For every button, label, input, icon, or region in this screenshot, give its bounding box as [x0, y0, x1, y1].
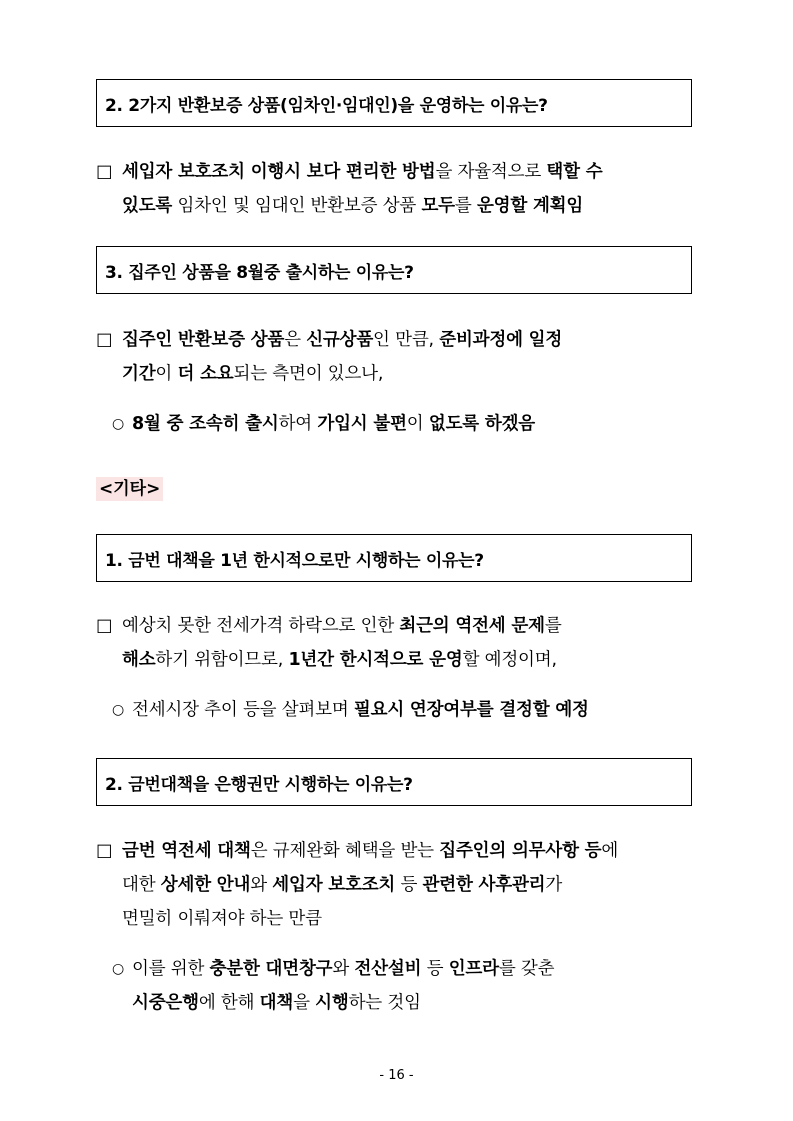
emphasis-text: 가입시 불편 — [317, 414, 407, 434]
body-text: 할 예정이며, — [462, 650, 557, 670]
page-number: - 16 - — [379, 1068, 414, 1083]
question-box-q1b — [96, 534, 692, 582]
circle-bullet: ○ — [111, 961, 125, 977]
emphasis-text: 신규상품 — [306, 330, 374, 350]
body-text: 등 — [421, 959, 449, 979]
paragraph-line — [96, 323, 700, 357]
body-text: 이 — [155, 364, 178, 384]
circle-bullet: ○ — [111, 702, 125, 718]
body-text: 을 자율적으로 — [435, 162, 547, 182]
body-text: 에 — [601, 841, 619, 861]
body-text: 이 — [406, 414, 429, 434]
square-bullet: □ — [96, 330, 113, 350]
emphasis-text: 시중은행 — [132, 993, 199, 1013]
body-text: 등 — [395, 875, 423, 895]
emphasis-text: 전산설비 — [354, 959, 422, 979]
emphasis-text: 대책 — [259, 993, 294, 1013]
question-title: 1. 금번 대책을 1년 한시적으로만 시행하는 이유는? — [105, 550, 484, 571]
paragraph-line — [104, 952, 708, 986]
emphasis-text: 세입자 보호조치 — [272, 875, 396, 895]
emphasis-text: 택할 수 — [546, 162, 603, 182]
paragraph-line — [96, 609, 700, 643]
emphasis-text: 시행 — [315, 993, 349, 1013]
paragraph-line — [96, 155, 700, 189]
emphasis-text: 인프라 — [448, 959, 499, 979]
question-box-q3 — [96, 246, 692, 294]
question-box-q2 — [96, 79, 692, 127]
emphasis-text: 기간 — [122, 364, 156, 384]
body-text: 를 갖춘 — [498, 959, 555, 979]
circle-bullet: ○ — [111, 416, 125, 432]
question-box-q2b — [96, 758, 692, 806]
body-text: 예상치 못한 전세가격 하락으로 인한 — [122, 616, 400, 636]
body-text: 와 — [250, 875, 273, 895]
emphasis-text: 더 소요 — [177, 364, 234, 384]
square-bullet: □ — [96, 616, 113, 636]
emphasis-text: 관련한 사후관리 — [422, 875, 546, 895]
body-text: 를 — [544, 616, 562, 636]
paragraph-line — [104, 693, 708, 727]
emphasis-text: 금번 역전세 대책 — [122, 841, 251, 861]
emphasis-text: 모두 — [421, 196, 455, 216]
answer-paragraph — [96, 609, 700, 677]
emphasis-text: 8월 중 조속히 출시 — [132, 414, 279, 434]
emphasis-text: 있도록 — [122, 196, 173, 216]
paragraph-line — [96, 357, 700, 391]
paragraph-line — [96, 643, 700, 677]
emphasis-text: 최근의 역전세 문제 — [399, 616, 545, 636]
section-heading-other: <기타> — [96, 477, 163, 501]
question-title: 2. 금번대책을 은행권만 시행하는 이유는? — [105, 774, 413, 795]
body-text: 은 — [284, 330, 307, 350]
emphasis-text: 필요시 연장여부를 결정할 예정 — [353, 700, 589, 720]
body-text: 를 — [454, 196, 477, 216]
emphasis-text: 집주인의 의무사항 등 — [439, 841, 602, 861]
body-text: 면밀히 이뤄져야 하는 만큼 — [122, 909, 322, 929]
question-title: 3. 집주인 상품을 8월중 출시하는 이유는? — [105, 262, 414, 283]
body-text: 인 만큼, — [373, 330, 440, 350]
sub-point — [104, 693, 708, 727]
emphasis-text: 없도록 하겠음 — [428, 414, 535, 434]
sub-point — [104, 407, 708, 441]
body-text: 에 한해 — [198, 993, 260, 1013]
emphasis-text: 해소 — [122, 650, 156, 670]
answer-paragraph — [96, 834, 700, 936]
question-title: 2. 2가지 반환보증 상품(임차인·임대인)을 운영하는 이유는? — [105, 95, 548, 116]
body-text: 되는 측면이 있으나, — [233, 364, 384, 384]
paragraph-line — [96, 834, 700, 868]
emphasis-text: 충분한 대면창구 — [209, 959, 333, 979]
paragraph-line — [104, 986, 708, 1020]
square-bullet: □ — [96, 841, 113, 861]
emphasis-text: 준비과정에 일정 — [439, 330, 563, 350]
emphasis-text: 운영할 계획임 — [476, 196, 584, 216]
body-text: 하는 것임 — [348, 993, 421, 1013]
answer-paragraph — [96, 323, 700, 391]
emphasis-text: 세입자 보호조치 이행시 보다 편리한 방법 — [122, 162, 436, 182]
body-text: 하여 — [278, 414, 318, 434]
emphasis-text: 집주인 반환보증 상품 — [122, 330, 285, 350]
paragraph-line — [96, 902, 700, 936]
body-text: 을 — [293, 993, 316, 1013]
body-text: 임차인 및 임대인 반환보증 상품 — [172, 196, 422, 216]
body-text: 하기 위함이므로, — [155, 650, 289, 670]
paragraph-line — [104, 407, 708, 441]
body-text: 은 규제완화 혜택을 받는 — [250, 841, 440, 861]
answer-paragraph — [96, 155, 700, 223]
paragraph-line — [96, 868, 700, 902]
body-text: 전세시장 추이 등을 살펴보며 — [132, 700, 354, 720]
square-bullet: □ — [96, 162, 113, 182]
body-text: 가 — [545, 875, 563, 895]
body-text: 이를 위한 — [132, 959, 210, 979]
emphasis-text: 1년간 한시적으로 운영 — [288, 650, 463, 670]
sub-point — [104, 952, 708, 1020]
body-text: 대한 — [122, 875, 161, 895]
emphasis-text: 상세한 안내 — [160, 875, 251, 895]
body-text: 와 — [332, 959, 355, 979]
paragraph-line — [96, 189, 700, 223]
